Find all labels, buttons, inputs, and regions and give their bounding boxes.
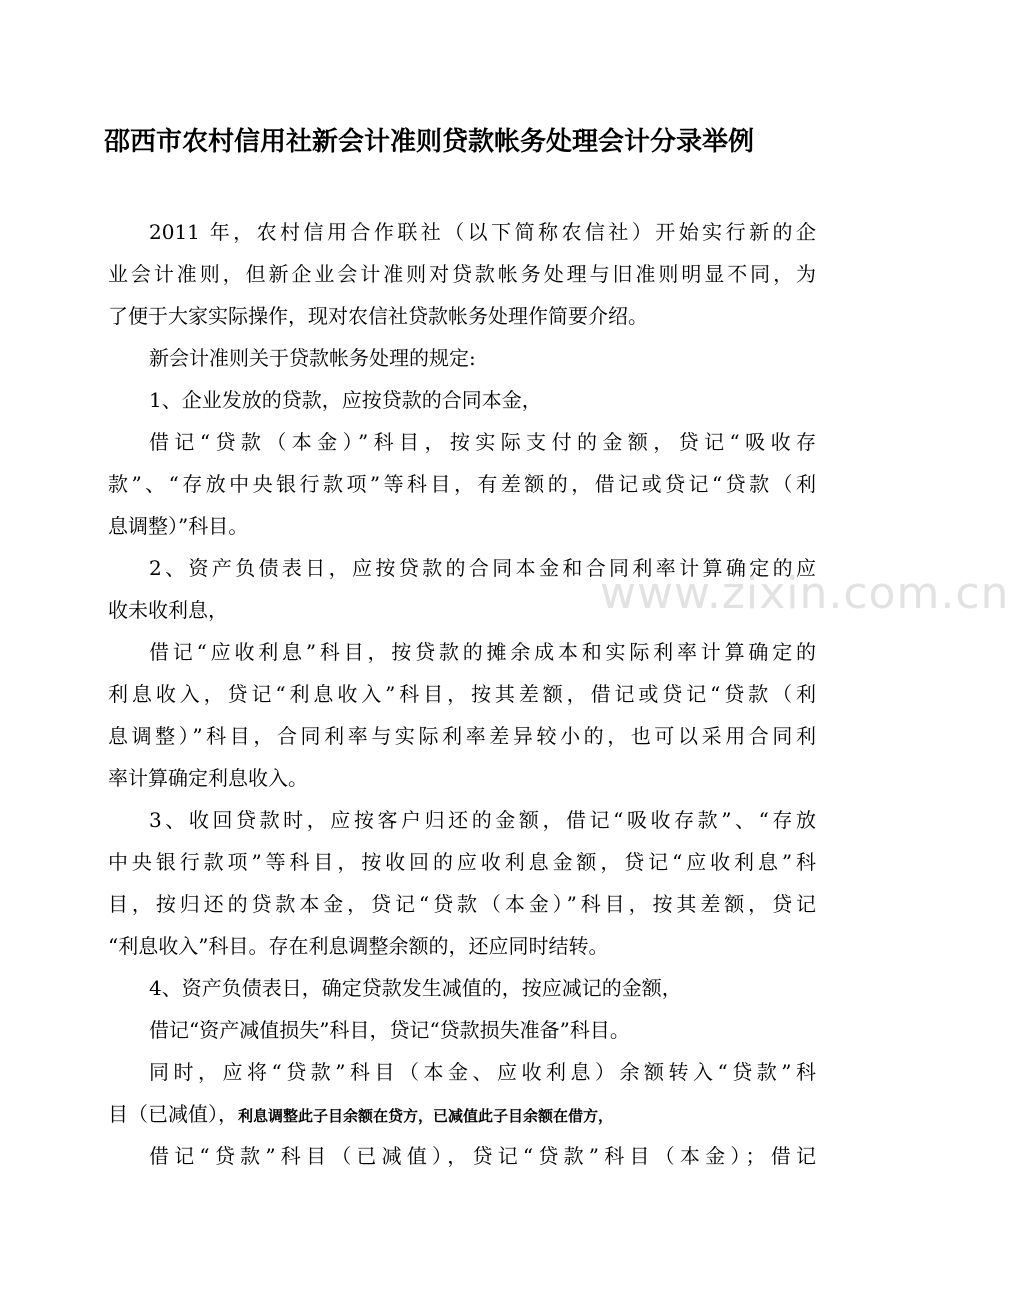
paragraph-line: 率计算确定利息收入。: [108, 766, 308, 790]
paragraph-line: “利息收入”科目。存在利息调整余额的，还应同时结转。: [108, 934, 609, 958]
paragraph-line: 利息收入，贷记“利息收入”科目，按其差额，借记或贷记“贷款（利: [108, 682, 816, 706]
paragraph-line: 息调整）”科目，合同利率与实际利率差异较小的，也可以采用合同利: [108, 724, 816, 748]
paragraph-line: 1、企业发放的贷款，应按贷款的合同本金，: [149, 388, 542, 412]
paragraph-line: 目，按归还的贷款本金，贷记“贷款（本金）”科目，按其差额，贷记: [108, 892, 816, 916]
paragraph-line: 3、收回贷款时，应按客户归还的金额，借记“吸收存款”、“存放: [149, 808, 816, 832]
paragraph-line: 新会计准则关于贷款帐务处理的规定:: [149, 346, 476, 370]
paragraph-line: 了便于大家实际操作，现对农信社贷款帐务处理作简要介绍。: [108, 304, 648, 328]
bold-note: 利息调整此子目余额在贷方，已减值此子目余额在借方，: [238, 1107, 614, 1125]
paragraph-line: 2、资产负债表日，应按贷款的合同本金和合同利率计算确定的应: [149, 556, 816, 580]
document-title: 邵西市农村信用社新会计准则贷款帐务处理会计分录举例: [104, 127, 755, 157]
paragraph-line: 4、资产负债表日，确定贷款发生减值的，按应减记的金额，: [149, 976, 682, 1000]
watermark: www.zixin.com.cn: [600, 568, 1009, 619]
paragraph-line: 息调整）”科目。: [108, 514, 249, 538]
paragraph-line: 借记“应收利息”科目，按贷款的摊余成本和实际利率计算确定的: [149, 640, 816, 664]
paragraph-line: 借记“资产减值损失”科目，贷记“贷款损失准备”科目。: [149, 1018, 630, 1042]
paragraph-line-text: 目（已减值），: [108, 1102, 238, 1126]
paragraph-line: 借记“贷款（本金）”科目，按实际支付的金额，贷记“吸收存: [149, 430, 816, 454]
paragraph-line: 2011 年，农村信用合作联社（以下简称农信社）开始实行新的企: [149, 220, 816, 244]
paragraph-line-with-note: [108, 1099, 816, 1129]
paragraph-line: 款”、“存放中央银行款项”等科目，有差额的，借记或贷记“贷款（利: [108, 472, 816, 496]
paragraph-line: 中央银行款项”等科目，按收回的应收利息金额，贷记“应收利息”科: [108, 850, 816, 874]
paragraph-line: 借记“贷款”科目（已减值），贷记“贷款”科目（本金）；借记: [149, 1144, 816, 1168]
paragraph-line: 收未收利息，: [108, 598, 228, 622]
paragraph-line: 业会计准则，但新企业会计准则对贷款帐务处理与旧准则明显不同，为: [108, 262, 816, 286]
paragraph-line: 同时，应将“贷款”科目（本金、应收利息）余额转入“贷款”科: [149, 1060, 816, 1084]
